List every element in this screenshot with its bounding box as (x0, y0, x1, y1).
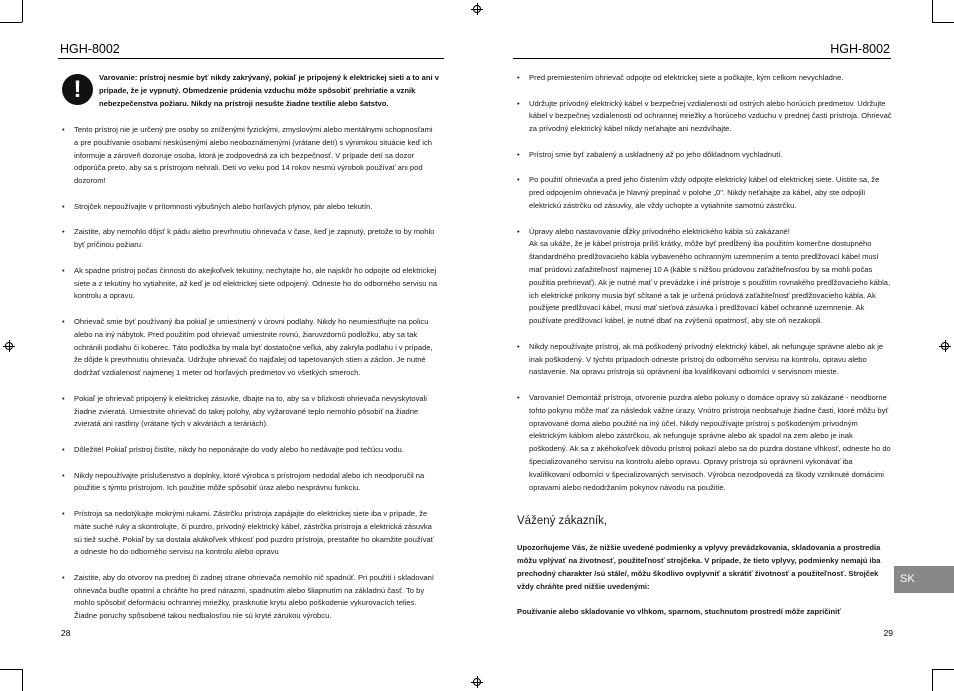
language-tab: SK (894, 566, 954, 593)
bullet-dot-icon: • (62, 201, 65, 211)
bullet-text: Pred premiestením ohrievač odpojte od elektrickej siete a počkajte, kým celkom nevychladne. (529, 73, 844, 82)
bullet-item (517, 392, 893, 494)
bullet-dot-icon: • (62, 508, 65, 518)
bullet-text: Po použití ohrievača a pred jeho čistením vždy odpojte elektrický kábel od elektrickej siete. Uistite sa, že pred odpojením ohrievača je hlavný prepínač v polohe „0". Nikdy neťahajte za kábel, aby ste odpojili elektrickú zástrčku od zásuvky, ale vždy uchopte a vytiahnite samotnú zástrčku. (529, 175, 880, 210)
bullet-item (62, 572, 438, 623)
notice-paragraph: Upozorňujeme Vás, že nižšie uvedené podmienky a vplyvy prevádzkovania, skladovania a prostredia môžu vplývať na životnosť, použiteľnosť strojčeka. V prípade, že tieto vplyvy, podmienky nemajú iba prechodný charakter /sú stále/, môžu škodlivo ovplyvniť a skrátiť životnosť a použiteľnosť. Strojček vždy chráňte pred nižšie uvedenými: (517, 543, 881, 591)
model-header: HGH-8002 (830, 42, 890, 56)
bullet-dot-icon: • (517, 341, 520, 351)
bullet-item (517, 226, 893, 328)
bullet-text: Nikdy nepoužívajte príslušenstvo a doplnky, ktoré výrobca s prístrojom nedodal alebo ich neodporučil na použitie s týmto prístrojom. Ich použitie môže spôsobiť úraz alebo nesprávnu funkciu. (74, 470, 425, 493)
bullet-text: Prístroja sa nedotýkajte mokrými rukami. Zástrčku prístroja zapájajte do elektrickej siete iba v prípade, že máte suché ruky a skontrolujte, či puzdro, prívodný elektrický kábel, zástrčka prístroja a elektrická zásuvka sú tiež suché. Pokiaľ by sa dostala akákoľvek vlhkosť pod puzdro prístroja, prestaňte ho okamžite používať a odneste ho do odborného servisu na kontrolu alebo opravu (74, 508, 434, 557)
bullet-dot-icon: • (517, 149, 520, 159)
bullet-dot-icon: • (62, 572, 65, 582)
bullet-dot-icon: • (517, 98, 520, 108)
bullet-dot-icon: • (62, 265, 65, 275)
bullet-item (62, 470, 438, 496)
bullet-text: Prístroj smie byť zabalený a uskladnený až po jeho dôkladnom vychladnutí. (529, 149, 783, 159)
bullet-dot-icon: • (62, 316, 65, 326)
bullet-item (517, 149, 893, 162)
exclamation-icon: ! (62, 74, 93, 105)
bullet-dot-icon: • (62, 393, 65, 403)
left-bullet-list (62, 124, 438, 636)
bullet-dot-icon: • (62, 125, 65, 134)
bullet-dot-icon: • (62, 444, 65, 454)
bullet-text: Ohrievač smie byť používaný iba pokiaľ je umiestnený v úrovni podlahy. Nikdy ho neumiestňujte na policu alebo na iný nábytok. Pred použitím pod ohrievač umiestnite rovnú, žiaruvzdornú podložku, aby sa tak ochránili podlahu či koberec. Táto podložka by mala byť dostatočne veľká, aby zakryla podlahu i v prípade, že dôjde k prevrhnutiu ohrievača. Udržujte ohrievač čo najďalej od tapetovaných stien a záclon. Je nutné dodržať vzdialenosť najmenej 1 meter od horľavých predmetov vo všetkých smeroch. (74, 316, 433, 378)
bullet-text: Strojček nepoužívajte v prítomnosti výbušných alebo horľavých plynov, pár alebo tekutín. (74, 201, 373, 211)
bullet-text: Tento prístroj nie je určený pre osoby so zníženými fyzickými, zmyslovými alebo mentálnymi schopnosťami a pre používanie osobami neskúsenými alebo neoboznámenými (vrátane detí) s výnimkou situácie keď ich informuje a zároveň dozoruje osoba, ktorá je zodpovedná za ich bezpečnosť. V prípade detí sa dozor odporúča preto, aby sa s prístrojom nehrali. Deti vo veku pod 14 rokov nesmú výrobok používať ani pod dozorom! (74, 125, 433, 186)
bullet-text: Úpravy alebo nastavovanie dĺžky prívodného elektrického kábla sú zakázané! Ak sa ukáže, že je kábel prístroja príliš krátky, môže byť predĺžený iba použitím komerčne dostupného štandardného predlžovacieho kábla vybaveného ochranným uzemnením a tento predlžovací kábel musí mať prúdovú zaťažiteľnosť najmenej 10 A (káble s nižšou prúdovou zaťažiteľnosťou by sa mohli počas použitia prehrievať). Ak je nutné mať v prevádzke i iné prístroje s použitím rovnakého predlžovacieho kábla, ich elektrické príkony musia byť sčítané a tak je určená prúdová zaťažiteľnosť predlžovacieho kábla. Ak použijete predlžovací kábel, musí mať sieťová zásuvka i predlžovací kábel ochranné uzemnenie. Ak používate predlžovací kábel, je nutné dbať na zvýšenú opatrnosť, aby ste oň nezakopli. (529, 226, 891, 326)
right-page (477, 0, 954, 691)
bullet-text: Udržujte prívodný elektrický kábel v bezpečnej vzdialenosti od ostrých alebo horúcich predmetov. Udržujte kábel v bezpečnej vzdialenosti od ochrannej mriežky a horúceho vzduchu v prednej časti prístroja. Ohrievač za prívodný elektrický kábel nikdy neťahajte ani nezdvíhajte. (529, 98, 892, 134)
bullet-text: Ak spadne prístroj počas činnosti do akejkoľvek tekutiny, nechytajte ho, ale najskôr ho odpojte od elektrickej siete a z tekutiny ho vytiahnite, až keď je od elektrickej siete odpojený. Odneste ho do odborného servisu na kontrolu a opravu. (74, 265, 438, 301)
bullet-text: Dôležité! Pokiaľ prístroj čistíte, nikdy ho neponárajte do vody alebo ho nedávajte pod tečúcu vodu. (74, 444, 404, 454)
humidity-paragraph: Používanie alebo skladovanie vo vlhkom, sparnom, stuchnutom prostredí môže zapríčiniť (517, 607, 841, 617)
bullet-text: Nikdy nepoužívajte prístroj, ak má poškodený prívodný elektrický kábel, ak nefunguje správne alebo ak je inak poškodený. V týchto prípadoch odneste prístroj do odborného servisu na kontrolu, opravu alebo nastavenie. Na opravu prístroja sú oprávnení iba kvalifikovaní odborníci v servisnom mieste. (529, 341, 884, 377)
bullet-item (62, 316, 438, 380)
header-rule (513, 58, 891, 59)
bullet-dot-icon: • (517, 226, 520, 236)
greeting: Vážený zákazník, (517, 515, 608, 528)
bullet-item (517, 72, 893, 85)
right-column (517, 72, 893, 632)
bullet-text: Zaistite, aby do otvorov na prednej či zadnej strane ohrievača nemohlo nič spadnúť. Pri použití i skladovaní ohrievača buďte opatrní a chráňte ho pred nárazmi, spadnutím alebo šliapnutím na základnú časť. To by mohlo spôsobiť deformáciu ochrannej mriežky, prasknutie krytu alebo poškodenie vykurovacích telies. Žiadne poruchy spôsobené takou nedbalosťou nie sú kryté zárukou výrobcu. (74, 572, 434, 621)
bullet-text: Pokiaľ je ohrievač pripojený k elektrickej zásuvke, dbajte na to, aby sa v blízkosti ohrievača nevyskytovali žiadne zvieratá. Umiestnite ohrievač do takej polohy, aby vyžarované teplo nemohlo pôsobiť na žiadne zvieratá ani rastliny (vrátane tých v akváriách a teráriách). (74, 393, 427, 429)
right-bullet-list (517, 72, 893, 494)
bullet-item (62, 393, 438, 431)
bullet-item (62, 124, 438, 188)
bullet-item (62, 444, 438, 457)
warning-text: Varovanie: prístroj nesmie byť nikdy zakrývaný, pokiaľ je pripojený k elektrickej sieti a to ani v prípade, že je vypnutý. Obmedzenie prúdenia vzduchu môže spôsobiť prehriatie a vznik nebezpečenstva požiaru. Nikdy na prístroji nesušte žiadne textílie alebo šatstvo. (99, 73, 439, 108)
bullet-dot-icon: • (517, 73, 520, 82)
page-number: 29 (883, 628, 893, 638)
bullet-item (62, 265, 438, 303)
bullet-item (62, 508, 438, 559)
warning-box (62, 71, 438, 113)
bullet-item (62, 226, 438, 252)
header-rule (58, 58, 444, 59)
bullet-dot-icon: • (62, 470, 65, 480)
page-number: 28 (61, 628, 71, 638)
bullet-dot-icon: • (517, 175, 520, 185)
bullet-item (517, 341, 893, 379)
bullet-dot-icon: • (517, 392, 520, 402)
bullet-item (62, 201, 438, 214)
bullet-item (517, 174, 893, 212)
bullet-dot-icon: • (62, 227, 65, 237)
bullet-item (517, 98, 893, 136)
bullet-text: Varovanie! Demontáž prístroja, otvorenie puzdra alebo pokusy o domáce opravy sú zakázané - neodborne tohto pokynu môže mať za následok vážne úrazy. Vnútro prístroja neobsahuje žiadne časti, ktoré môžu byť opravované doma alebo použité na iný účel. Nikdy nepoužívajte prístroj s poškodeným prívodným elektrickým káblom alebo zástrčkou, ak nefunguje správne alebo ak spadol na zem alebo je inak poškodený. Ak sa z akéhokoľvek dôvodu prístroj pokazí alebo sa do puzdra dostane vlhkosť, odneste ho do špecializovaného servisu na kontrolu alebo opravu. Opravy prístroja sú oprávnení vykonávať iba kvalifikovaní odborníci v špecializovaných servisoch. Výrobca nezodpovedá za škody vzniknuté domácimi opravami alebo nedodržaním pokynov návodu na použitie. (529, 392, 891, 492)
model-header: HGH-8002 (60, 42, 120, 56)
bullet-text: Zaistite, aby nemohlo dôjsť k pádu alebo prevrhnutiu ohrievača v čase, keď je zapnutý, pretože to by mohlo byť príčinou požiaru. (74, 227, 435, 250)
